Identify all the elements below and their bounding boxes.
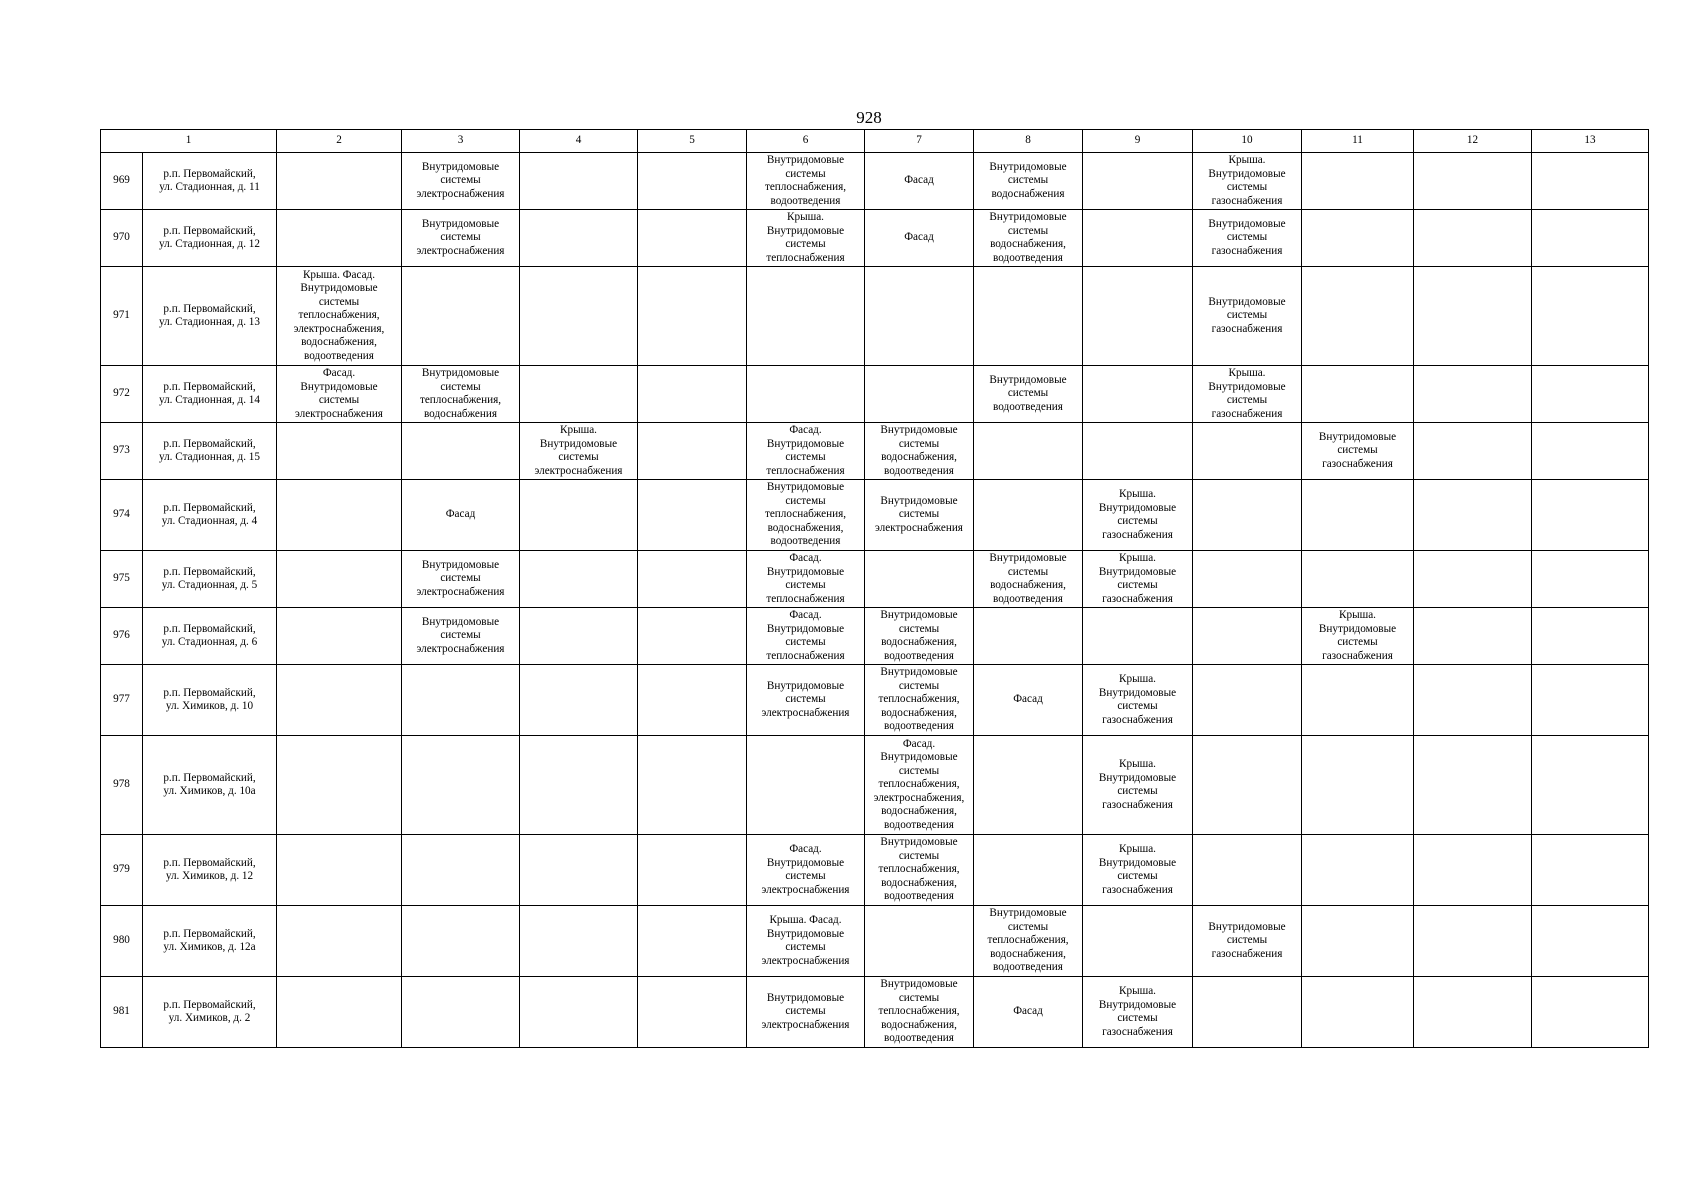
work-cell-col-6 <box>638 366 747 423</box>
address-cell: р.п. Первомайский, ул. Стадионная, д. 12 <box>143 210 277 267</box>
work-cell-col-7: Внутридомовые системы теплоснабжения, водоотведения <box>747 153 865 210</box>
work-cell-col-3: Фасад. Внутридомовые системы электроснабжения <box>277 366 402 423</box>
work-cell-col-4 <box>402 906 520 977</box>
work-cell-col-13 <box>1414 736 1532 835</box>
work-cell-col-4: Внутридомовые системы электроснабжения <box>402 608 520 665</box>
row-number: 975 <box>101 551 143 608</box>
work-cell-col-13 <box>1414 665 1532 736</box>
work-cell-col-13 <box>1414 423 1532 480</box>
work-cell-col-6 <box>638 210 747 267</box>
work-cell-col-6 <box>638 906 747 977</box>
header-row <box>101 130 1649 153</box>
work-cell-col-4: Внутридомовые системы теплоснабжения, водоснабжения <box>402 366 520 423</box>
work-cell-col-3 <box>277 423 402 480</box>
work-cell-col-14 <box>1532 423 1649 480</box>
work-cell-col-3 <box>277 153 402 210</box>
work-cell-col-14 <box>1532 267 1649 366</box>
work-cell-col-3 <box>277 480 402 551</box>
row-number: 972 <box>101 366 143 423</box>
work-cell-col-10 <box>1083 210 1193 267</box>
work-cell-col-8: Внутридомовые системы водоснабжения, водоотведения <box>865 423 974 480</box>
work-cell-col-8: Внутридомовые системы теплоснабжения, водоснабжения, водоотведения <box>865 977 974 1048</box>
work-cell-col-8: Фасад. Внутридомовые системы теплоснабжения, электроснабжения, водоснабжения, водоотведения <box>865 736 974 835</box>
work-cell-col-9: Фасад <box>974 665 1083 736</box>
work-cell-col-13 <box>1414 153 1532 210</box>
work-cell-col-10 <box>1083 608 1193 665</box>
work-cell-col-12 <box>1302 153 1414 210</box>
table-body <box>101 153 1649 1048</box>
work-cell-col-11: Внутридомовые системы газоснабжения <box>1193 210 1302 267</box>
table-row <box>101 423 1649 480</box>
table-row <box>101 480 1649 551</box>
work-cell-col-12 <box>1302 551 1414 608</box>
table-row <box>101 366 1649 423</box>
work-cell-col-4: Внутридомовые системы электроснабжения <box>402 551 520 608</box>
row-number: 977 <box>101 665 143 736</box>
work-cell-col-3 <box>277 736 402 835</box>
work-cell-col-4 <box>402 423 520 480</box>
work-cell-col-5 <box>520 736 638 835</box>
column-header-12: 12 <box>1414 130 1532 153</box>
work-cell-col-7: Фасад. Внутридомовые системы теплоснабжения <box>747 551 865 608</box>
table-row <box>101 153 1649 210</box>
work-cell-col-14 <box>1532 153 1649 210</box>
row-number: 974 <box>101 480 143 551</box>
work-cell-col-6 <box>638 153 747 210</box>
work-cell-col-7: Крыша. Фасад. Внутридомовые системы электроснабжения <box>747 906 865 977</box>
table-row <box>101 977 1649 1048</box>
work-cell-col-9 <box>974 736 1083 835</box>
work-cell-col-5 <box>520 210 638 267</box>
column-header-6: 6 <box>747 130 865 153</box>
work-cell-col-11: Внутридомовые системы газоснабжения <box>1193 906 1302 977</box>
work-cell-col-12 <box>1302 366 1414 423</box>
work-cell-col-14 <box>1532 736 1649 835</box>
work-cell-col-10: Крыша. Внутридомовые системы газоснабжения <box>1083 977 1193 1048</box>
work-cell-col-6 <box>638 480 747 551</box>
work-cell-col-12: Крыша. Внутридомовые системы газоснабжения <box>1302 608 1414 665</box>
address-cell: р.п. Первомайский, ул. Стадионная, д. 11 <box>143 153 277 210</box>
work-cell-col-14 <box>1532 665 1649 736</box>
work-cell-col-3 <box>277 210 402 267</box>
table-row <box>101 736 1649 835</box>
work-cell-col-6 <box>638 665 747 736</box>
work-cell-col-14 <box>1532 551 1649 608</box>
work-cell-col-6 <box>638 423 747 480</box>
work-cell-col-13 <box>1414 366 1532 423</box>
work-cell-col-10 <box>1083 906 1193 977</box>
table-row <box>101 906 1649 977</box>
work-cell-col-4: Внутридомовые системы электроснабжения <box>402 210 520 267</box>
address-cell: р.п. Первомайский, ул. Химиков, д. 10 <box>143 665 277 736</box>
work-cell-col-7: Фасад. Внутридомовые системы теплоснабжения <box>747 608 865 665</box>
work-cell-col-10: Крыша. Внутридомовые системы газоснабжения <box>1083 480 1193 551</box>
work-cell-col-13 <box>1414 977 1532 1048</box>
work-cell-col-3 <box>277 906 402 977</box>
work-cell-col-14 <box>1532 906 1649 977</box>
work-cell-col-6 <box>638 551 747 608</box>
work-cell-col-13 <box>1414 835 1532 906</box>
work-cell-col-11 <box>1193 835 1302 906</box>
work-cell-col-12 <box>1302 267 1414 366</box>
work-cell-col-9 <box>974 608 1083 665</box>
work-cell-col-6 <box>638 608 747 665</box>
work-cell-col-9 <box>974 423 1083 480</box>
work-cell-col-11 <box>1193 551 1302 608</box>
work-cell-col-5 <box>520 551 638 608</box>
address-cell: р.п. Первомайский, ул. Стадионная, д. 13 <box>143 267 277 366</box>
work-cell-col-10 <box>1083 267 1193 366</box>
work-cell-col-8 <box>865 267 974 366</box>
table-row <box>101 835 1649 906</box>
work-cell-col-9: Внутридомовые системы водоснабжения, водоотведения <box>974 210 1083 267</box>
work-cell-col-3 <box>277 608 402 665</box>
work-cell-col-11: Внутридомовые системы газоснабжения <box>1193 267 1302 366</box>
work-cell-col-10 <box>1083 153 1193 210</box>
work-cell-col-7 <box>747 267 865 366</box>
row-number: 976 <box>101 608 143 665</box>
page-number: 928 <box>856 108 882 127</box>
work-cell-col-6 <box>638 736 747 835</box>
work-cell-col-14 <box>1532 366 1649 423</box>
work-cell-col-5 <box>520 267 638 366</box>
address-cell: р.п. Первомайский, ул. Химиков, д. 12а <box>143 906 277 977</box>
column-header-4: 4 <box>520 130 638 153</box>
work-cell-col-8 <box>865 906 974 977</box>
address-cell: р.п. Первомайский, ул. Химиков, д. 12 <box>143 835 277 906</box>
work-cell-col-11 <box>1193 608 1302 665</box>
work-cell-col-5 <box>520 977 638 1048</box>
work-cell-col-14 <box>1532 608 1649 665</box>
work-cell-col-14 <box>1532 977 1649 1048</box>
work-cell-col-7: Внутридомовые системы электроснабжения <box>747 665 865 736</box>
work-cell-col-8: Фасад <box>865 153 974 210</box>
work-cell-col-5 <box>520 835 638 906</box>
row-number: 979 <box>101 835 143 906</box>
work-cell-col-10: Крыша. Внутридомовые системы газоснабжения <box>1083 736 1193 835</box>
work-cell-col-6 <box>638 977 747 1048</box>
address-cell: р.п. Первомайский, ул. Стадионная, д. 4 <box>143 480 277 551</box>
work-cell-col-9: Внутридомовые системы водоснабжения, водоотведения <box>974 551 1083 608</box>
work-cell-col-11 <box>1193 665 1302 736</box>
work-cell-col-9 <box>974 267 1083 366</box>
column-header-13: 13 <box>1532 130 1649 153</box>
work-cell-col-10: Крыша. Внутридомовые системы газоснабжения <box>1083 551 1193 608</box>
work-cell-col-13 <box>1414 480 1532 551</box>
work-cell-col-11 <box>1193 736 1302 835</box>
work-cell-col-7 <box>747 736 865 835</box>
work-cell-col-7: Внутридомовые системы электроснабжения <box>747 977 865 1048</box>
work-cell-col-5 <box>520 366 638 423</box>
column-header-9: 9 <box>1083 130 1193 153</box>
work-cell-col-8: Внутридомовые системы теплоснабжения, водоснабжения, водоотведения <box>865 835 974 906</box>
work-cell-col-5 <box>520 153 638 210</box>
work-cell-col-14 <box>1532 480 1649 551</box>
work-cell-col-5 <box>520 906 638 977</box>
work-cell-col-7 <box>747 366 865 423</box>
row-number: 969 <box>101 153 143 210</box>
work-cell-col-10 <box>1083 423 1193 480</box>
work-cell-col-6 <box>638 267 747 366</box>
work-cell-col-10 <box>1083 366 1193 423</box>
work-cell-col-4 <box>402 665 520 736</box>
work-cell-col-4 <box>402 736 520 835</box>
work-cell-col-9: Внутридомовые системы водоотведения <box>974 366 1083 423</box>
work-cell-col-13 <box>1414 267 1532 366</box>
work-cell-col-8: Внутридомовые системы электроснабжения <box>865 480 974 551</box>
address-cell: р.п. Первомайский, ул. Стадионная, д. 6 <box>143 608 277 665</box>
work-cell-col-10: Крыша. Внутридомовые системы газоснабжения <box>1083 835 1193 906</box>
column-header-8: 8 <box>974 130 1083 153</box>
work-cell-col-3 <box>277 835 402 906</box>
work-cell-col-13 <box>1414 608 1532 665</box>
work-cell-col-12 <box>1302 906 1414 977</box>
column-header-10: 10 <box>1193 130 1302 153</box>
work-cell-col-12 <box>1302 835 1414 906</box>
work-cell-col-11 <box>1193 977 1302 1048</box>
work-cell-col-12 <box>1302 480 1414 551</box>
work-cell-col-5 <box>520 608 638 665</box>
work-cell-col-14 <box>1532 835 1649 906</box>
work-cell-col-4 <box>402 267 520 366</box>
work-cell-col-8 <box>865 551 974 608</box>
work-cell-col-8: Фасад <box>865 210 974 267</box>
row-number: 981 <box>101 977 143 1048</box>
work-cell-col-4: Внутридомовые системы электроснабжения <box>402 153 520 210</box>
work-cell-col-13 <box>1414 906 1532 977</box>
row-number: 978 <box>101 736 143 835</box>
work-cell-col-3: Крыша. Фасад. Внутридомовые системы теплоснабжения, электроснабжения, водоснабжения, водоотведения <box>277 267 402 366</box>
work-cell-col-8: Внутридомовые системы водоснабжения, водоотведения <box>865 608 974 665</box>
column-header-5: 5 <box>638 130 747 153</box>
work-cell-col-5 <box>520 480 638 551</box>
table-row <box>101 267 1649 366</box>
table-row <box>101 551 1649 608</box>
work-cell-col-13 <box>1414 210 1532 267</box>
table-row <box>101 210 1649 267</box>
work-cell-col-8: Внутридомовые системы теплоснабжения, водоснабжения, водоотведения <box>865 665 974 736</box>
work-cell-col-5: Крыша. Внутридомовые системы электроснабжения <box>520 423 638 480</box>
row-number: 973 <box>101 423 143 480</box>
work-cell-col-12 <box>1302 210 1414 267</box>
work-cell-col-7: Крыша. Внутридомовые системы теплоснабжения <box>747 210 865 267</box>
column-header-1: 1 <box>101 130 277 153</box>
work-cell-col-11 <box>1193 423 1302 480</box>
column-header-2: 2 <box>277 130 402 153</box>
work-cell-col-3 <box>277 977 402 1048</box>
column-header-7: 7 <box>865 130 974 153</box>
work-cell-col-12 <box>1302 736 1414 835</box>
work-cell-col-12 <box>1302 977 1414 1048</box>
address-cell: р.п. Первомайский, ул. Химиков, д. 10а <box>143 736 277 835</box>
row-number: 980 <box>101 906 143 977</box>
work-cell-col-4: Фасад <box>402 480 520 551</box>
row-number: 971 <box>101 267 143 366</box>
work-cell-col-7: Фасад. Внутридомовые системы теплоснабжения <box>747 423 865 480</box>
work-cell-col-4 <box>402 977 520 1048</box>
works-schedule-table <box>100 129 1649 1048</box>
row-number: 970 <box>101 210 143 267</box>
work-cell-col-11 <box>1193 480 1302 551</box>
work-cell-col-12: Внутридомовые системы газоснабжения <box>1302 423 1414 480</box>
work-cell-col-6 <box>638 835 747 906</box>
work-cell-col-8 <box>865 366 974 423</box>
address-cell: р.п. Первомайский, ул. Стадионная, д. 5 <box>143 551 277 608</box>
table-row <box>101 665 1649 736</box>
column-header-11: 11 <box>1302 130 1414 153</box>
work-cell-col-5 <box>520 665 638 736</box>
work-cell-col-9 <box>974 480 1083 551</box>
work-cell-col-3 <box>277 551 402 608</box>
work-cell-col-7: Внутридомовые системы теплоснабжения, водоснабжения, водоотведения <box>747 480 865 551</box>
address-cell: р.п. Первомайский, ул. Стадионная, д. 15 <box>143 423 277 480</box>
work-cell-col-12 <box>1302 665 1414 736</box>
work-cell-col-11: Крыша. Внутридомовые системы газоснабжения <box>1193 366 1302 423</box>
work-cell-col-9: Внутридомовые системы теплоснабжения, водоснабжения, водоотведения <box>974 906 1083 977</box>
work-cell-col-9: Внутридомовые системы водоснабжения <box>974 153 1083 210</box>
work-cell-col-9: Фасад <box>974 977 1083 1048</box>
work-cell-col-10: Крыша. Внутридомовые системы газоснабжения <box>1083 665 1193 736</box>
address-cell: р.п. Первомайский, ул. Стадионная, д. 14 <box>143 366 277 423</box>
address-cell: р.п. Первомайский, ул. Химиков, д. 2 <box>143 977 277 1048</box>
work-cell-col-7: Фасад. Внутридомовые системы электроснабжения <box>747 835 865 906</box>
work-cell-col-4 <box>402 835 520 906</box>
work-cell-col-9 <box>974 835 1083 906</box>
work-cell-col-11: Крыша. Внутридомовые системы газоснабжения <box>1193 153 1302 210</box>
work-cell-col-3 <box>277 665 402 736</box>
table-row <box>101 608 1649 665</box>
column-header-3: 3 <box>402 130 520 153</box>
work-cell-col-14 <box>1532 210 1649 267</box>
work-cell-col-13 <box>1414 551 1532 608</box>
